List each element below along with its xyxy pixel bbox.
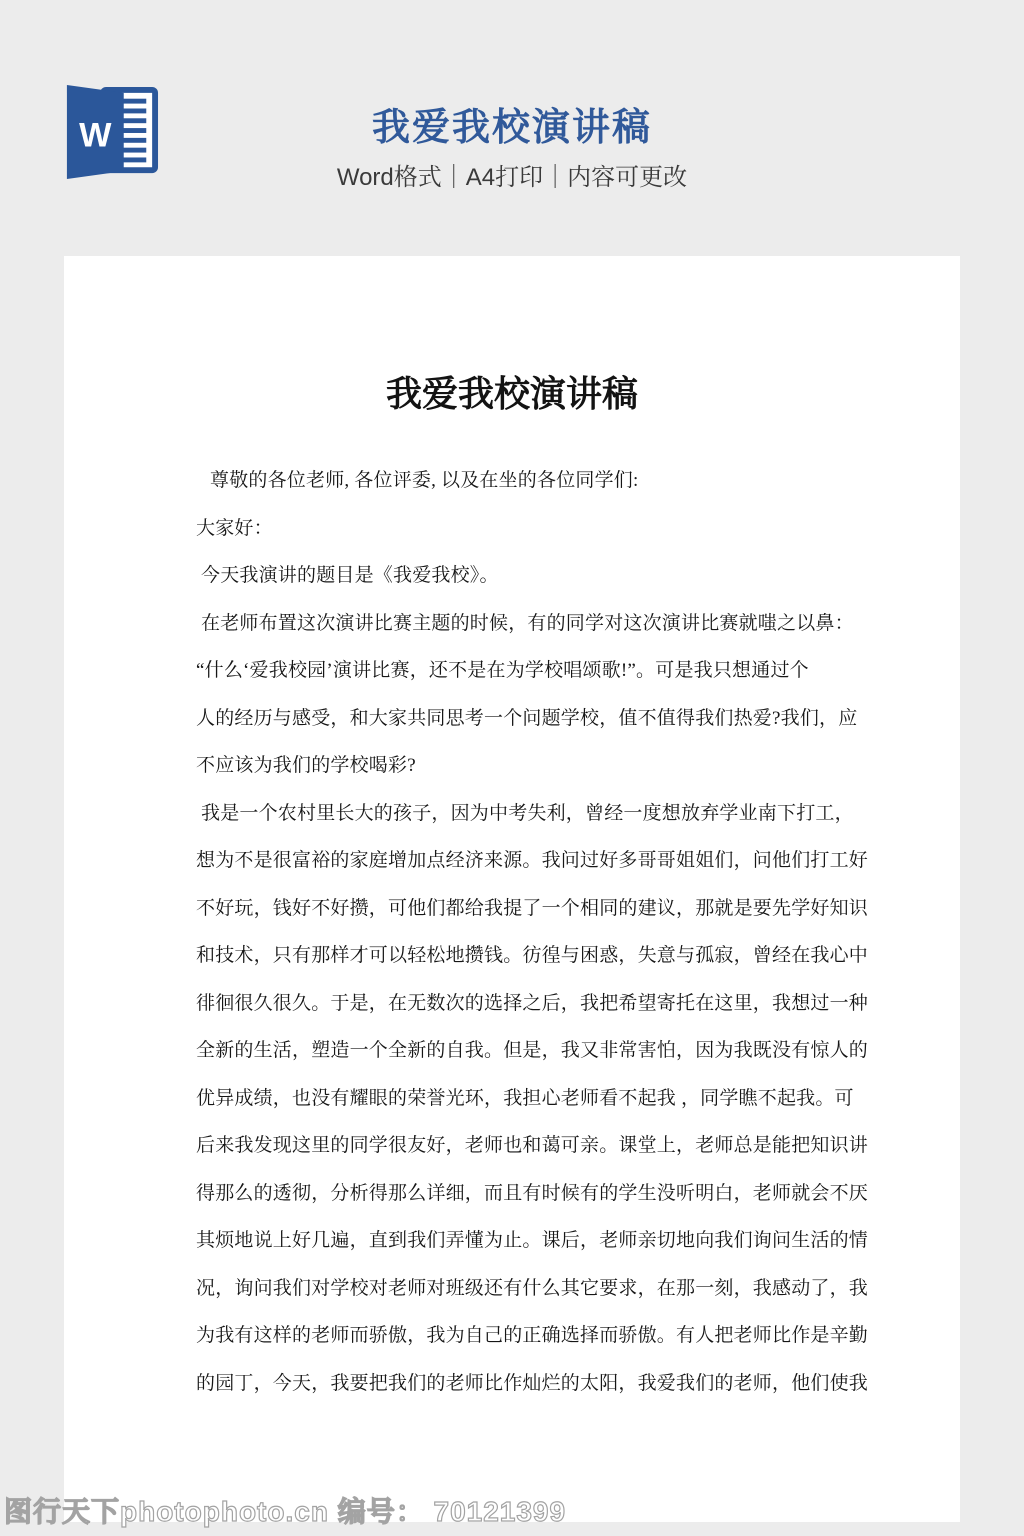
header-subtitle: Word格式｜A4打印｜内容可更改 <box>336 164 688 191</box>
document-line: 的园丁，今天，我要把我们的老师比作灿烂的太阳，我爱我们的老师，他们使我 <box>196 1372 869 1394</box>
header <box>0 0 1024 256</box>
document-line: 人的经历与感受，和大家共同思考一个问题学校，值不值得我们热爱?我们，应 <box>196 707 858 729</box>
document-line: 和技术，只有那样才可以轻松地攒钱。彷徨与困惑，失意与孤寂，曾经在我心中 <box>196 945 869 966</box>
watermark-text: 图行天下photophoto.cn 编号： 70121399 <box>4 1496 567 1527</box>
document-line: 况，询问我们对学校对老师对班级还有什么其它要求，在那一刻，我感动了，我 <box>196 1277 869 1299</box>
document-line: 全新的生活，塑造一个全新的自我。但是，我又非常害怕，因为我既没有惊人的 <box>196 1040 869 1061</box>
document-line: 为我有这样的老师而骄傲，我为自己的正确选择而骄傲。有人把老师比作是辛勤 <box>196 1325 869 1346</box>
document-title: 我爱我校演讲稿 <box>385 374 638 414</box>
document-line: 我是一个农村里长大的孩子，因为中考失利，曾经一度想放弃学业南下打工， <box>201 802 854 824</box>
document-line: 得那么的透彻，分析得那么详细，而且有时候有的学生没听明白，老师就会不厌 <box>196 1182 869 1204</box>
document-line: “什么‘爱我校园’演讲比赛，还不是在为学校唱颂歌!”。可是我只想通过个 <box>196 660 809 681</box>
document-line: 大家好： <box>196 517 273 539</box>
document-line: 在老师布置这次演讲比赛主题的时候，有的同学对这次演讲比赛就嗤之以鼻： <box>201 612 854 634</box>
header-title: 我爱我校演讲稿 <box>371 107 652 149</box>
document-line: 想为不是很富裕的家庭增加点经济来源。我问过好多哥哥姐姐们，问他们打工好 <box>196 850 869 871</box>
document-lines <box>196 457 869 1407</box>
document-line: 其烦地说上好几遍，直到我们弄懂为止。课后，老师亲切地向我们询问生活的情 <box>196 1230 869 1251</box>
document-line: 尊敬的各位老师, 各位评委, 以及在坐的各位同学们: <box>210 470 639 491</box>
svg-text:W: W <box>79 116 112 155</box>
document-line: 后来我发现这里的同学很友好，老师也和蔼可亲。课堂上，老师总是能把知识讲 <box>196 1135 869 1156</box>
document-line: 不好玩，钱好不好攒，可他们都给我提了一个相同的建议，那就是要先学好知识 <box>196 897 869 919</box>
document-line: 不应该为我们的学校喝彩? <box>196 755 416 776</box>
document-line: 徘徊很久很久。于是，在无数次的选择之后，我把希望寄托在这里，我想过一种 <box>196 992 869 1014</box>
document-line: 优异成绩，也没有耀眼的荣誉光环，我担心老师看不起我 ，同学瞧不起我。可 <box>196 1087 854 1109</box>
document-line: 今天我演讲的题目是《我爱我校》。 <box>201 565 499 586</box>
document-page <box>64 256 960 1522</box>
